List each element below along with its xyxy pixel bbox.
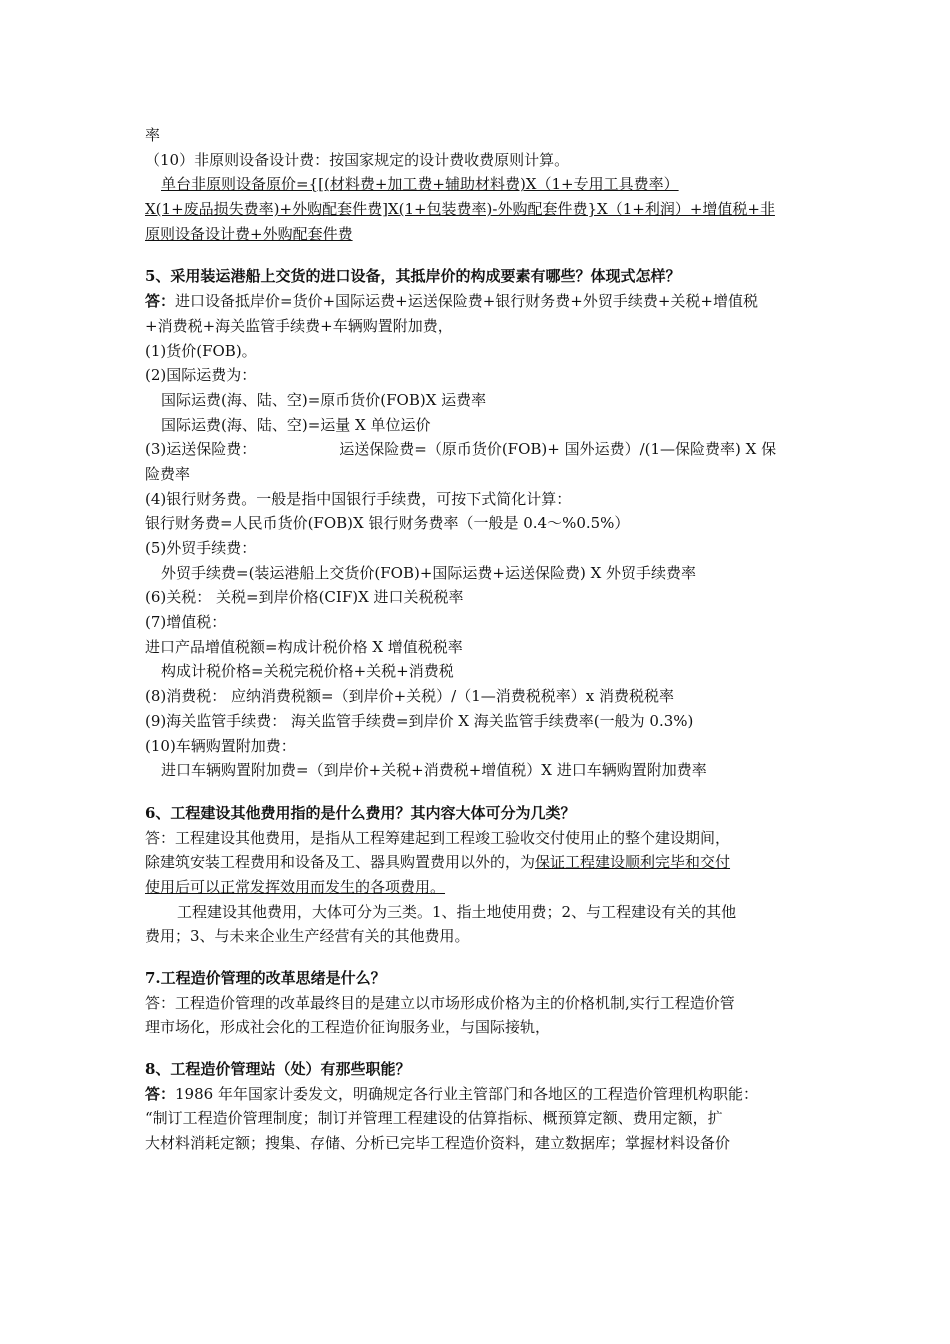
answer-line: 答：工程造价管理的改革最终目的是建立以市场形成价格为主的价格机制,实行工程造价管: [145, 993, 735, 1012]
formula-line: 银行财务费=人民币货价(FOB)X 银行财务费率（一般是 0.4～%0.5%）: [145, 514, 630, 533]
answer-line: 工程建设其他费用，大体可分为三类。1、指土地使用费；2、与工程建设有关的其他: [177, 902, 737, 921]
list-item: (2)国际运费为：: [145, 366, 257, 385]
answer-line: [145, 289, 810, 314]
text-line: 率: [145, 126, 161, 144]
underlined-formula: 原则设备设计费+外购配套件费: [145, 224, 353, 243]
list-item: (5)外贸手续费：: [145, 539, 257, 557]
formula-line: 国际运费(海、陆、空)=运量 X 单位运价: [161, 415, 431, 434]
list-item: (10)车辆购置附加费：: [145, 736, 296, 755]
answer-label: 答：: [145, 1084, 176, 1103]
list-item: [145, 437, 810, 462]
formula-line: 外贸手续费=(装运港船上交货价(FOB)+国际运费+运送保险费) X 外贸手续费率: [161, 563, 697, 582]
formula-line: 进口产品增值税额=构成计税价格 X 增值税税率: [145, 637, 463, 656]
document-content: [145, 123, 810, 1156]
formula-line: 国际运费(海、陆、空)=原币货价(FOB)X 运费率: [161, 390, 487, 409]
list-item: (4)银行财务费。一般是指中国银行手续费，可按下式简化计算：: [145, 489, 572, 508]
list-item-label: (3)运送保险费：: [145, 440, 257, 459]
underlined-formula: X(1+废品损失费率)+外购配套件费]X(1+包装费率)-外购配套件费}X（1+利润）+增值税+非: [145, 200, 775, 219]
answer-line: +消费税+海关监管手续费+车辆购置附加费，: [145, 316, 453, 335]
question-8-heading: 8、工程造价管理站（处）有那些职能？: [145, 1060, 411, 1079]
answer-line: [145, 1082, 810, 1107]
formula-text: 运送保险费=（原币货价(FOB)+ 国外运费）/(1—保险费率) X 保: [339, 440, 777, 459]
answer-line: [145, 875, 810, 900]
question-6-heading: 6、工程建设其他费用指的是什么费用？其内容大体可分为几类？: [145, 803, 576, 822]
question-5-heading: 5、采用装运港船上交货的进口设备，其抵岸价的构成要素有哪些？体现式怎样？: [145, 267, 681, 286]
list-item: (7)增值税：: [145, 613, 227, 632]
formula-line: [145, 197, 810, 222]
answer-line: 大材料消耗定额；搜集、存储、分析已完毕工程造价资料，建立数据库；掌握材料设备价: [145, 1134, 731, 1153]
list-item: (9)海关监管手续费： 海关监管手续费=到岸价 X 海关监管手续费率(一般为 0.3%): [145, 711, 694, 730]
answer-line: 理市场化，形成社会化的工程造价征询服务业，与国际接轨，: [145, 1018, 551, 1037]
answer-text: 1986 年年国家计委发文，明确规定各行业主管部门和各地区的工程造价管理机构职能：: [175, 1084, 758, 1103]
answer-text: 除建筑安装工程费用和设备及工、器具购置费用以外的，为: [145, 853, 536, 872]
answer-line: “制订工程造价管理制度；制订并管理工程建设的估算指标、概预算定额、费用定额，扩: [145, 1109, 723, 1128]
formula-line: [145, 172, 810, 197]
formula-line: 进口车辆购置附加费=（到岸价+关税+消费税+增值税）X 进口车辆购置附加费率: [161, 761, 707, 780]
text-line: 险费率: [145, 464, 191, 483]
formula-line: 构成计税价格=关税完税价格+关税+消费税: [161, 662, 454, 681]
answer-line: 费用；3、与未来企业生产经营有关的其他费用。: [145, 927, 470, 946]
answer-text: 进口设备抵岸价=货价+国际运费+运送保险费+银行财务费+外贸手续费+关税+增值税: [175, 292, 758, 311]
answer-label: 答：: [145, 292, 176, 311]
list-item: (1)货价(FOB)。: [145, 341, 257, 360]
text-line: （10）非原则设备设计费：按国家规定的设计费收费原则计算。: [145, 150, 570, 169]
question-7-heading: 7.工程造价管理的改革思绪是什么？: [145, 969, 386, 987]
list-item: (6)关税： 关税=到岸价格(CIF)X 进口关税税率: [145, 588, 464, 607]
underlined-text: 使用后可以正常发挥效用而发生的各项费用。: [145, 877, 446, 896]
underlined-text: 保证工程建设顺利完毕和交付: [535, 853, 731, 872]
list-item: (8)消费税： 应纳消费税额=（到岸价+关税）/（1—消费税税率）x 消费税税率: [145, 687, 674, 706]
answer-line: 答：工程建设其他费用，是指从工程筹建起到工程竣工验收交付使用止的整个建设期间，: [145, 828, 731, 847]
formula-line: [145, 222, 810, 247]
answer-line: [145, 850, 810, 875]
underlined-formula: 单台非原则设备原价={[(材料费+加工费+辅助材料费)X（1+专用工具费率）: [161, 175, 679, 194]
